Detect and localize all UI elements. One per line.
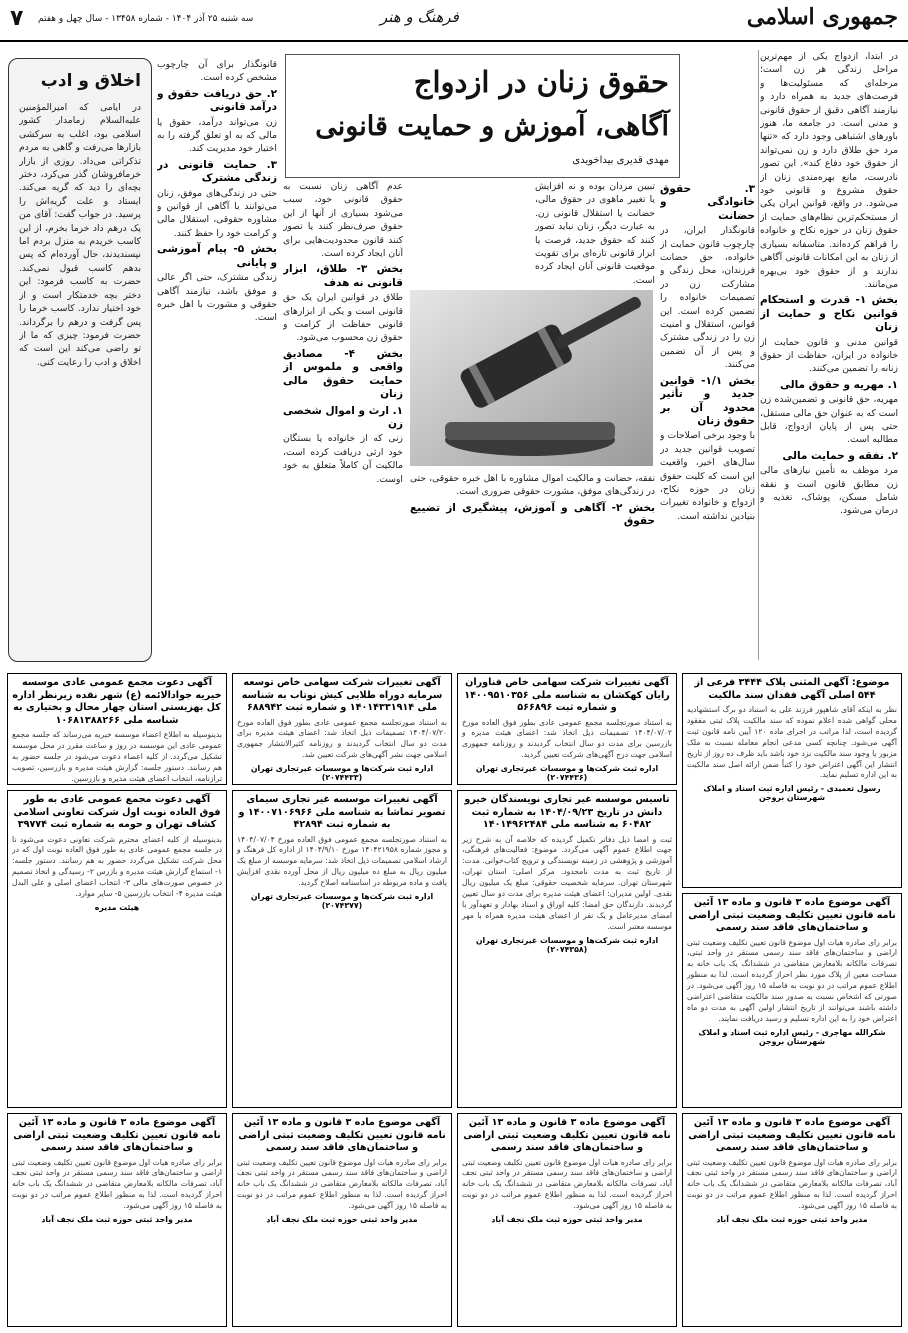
article-heading [285,54,680,178]
paragraph: با وجود برخی اصلاحات و تصویب قوانین جدید در سال‌های اخیر، واقعیت این است که کلیت حقوق زنان در حوزه نکاح، ازدواج و خانواده تغییرات بنیادین نداشته است. [660,430,755,522]
subheading: ۱. ارث و اموال شخصی زن [283,404,403,430]
column-divider [758,50,759,660]
ad-land-registration [682,1113,902,1327]
ad-title: آگهی دعوت مجمع عمومی عادی به طور فوق العاده نوبت اول شرکت تعاونی اسلامی کشاف تهران و حومه به شماره ثبت ۳۹۷۷۴ [13,794,221,830]
ad-company-change [457,673,677,785]
paragraph: مرد موظف به تأمین نیازهای مالی زن مطابق قانون است و نفقه شامل مسکن، پوشاک، تغذیه و درمان می‌شود. [760,465,898,517]
ad-title: آگهی موضوع ماده ۳ قانون و ماده ۱۳ آئین نامه قانون تعیین تکلیف وضعیت ثبتی اراضی و ساختمان‌های فاقد سند رسمی [238,1117,446,1153]
paragraph: قانونگذار ایران، در چارچوب قانون حمایت از خانواده، حق حضانت فرزندان، محل زندگی و مشارکت زن در تصمیمات خانواده را تضمین کرده است. این قوانین، استقلال و امنیت زن را در زندگی مشترک و پس از آن تضمین می‌کنند. [660,225,755,371]
ad-body: برابر رای صادره هیات اول موضوع قانون تعیین تکلیف وضعیت ثبتی اراضی و ساختمان‌های فاقد سند رسمی مستقر در واحد ثبتی نجف آباد، تصرفات مالکانه بلامعارض متقاضی در ششدانگ یک باب خانه احراز گردیده است. لذا به منظور اطلاع عموم مراتب در دو نوبت به فاصله ۱۵ روز آگهی می‌شود. [687,1157,897,1211]
paragraph: قانونگذار برای آن چارچوب مشخص کرده است. [157,59,277,84]
article-title-line-2: آگاهی، آموزش و حمایت قانونی [315,111,669,142]
article-column-1 [760,50,898,660]
dateline: سه شنبه ۲۵ آذر ۱۴۰۴ - شماره ۱۳۴۵۸ - سال چهل و هفتم [38,14,254,24]
subheading: بخش ۴- مصادیق واقعی و ملموس از حمایت حقوق مالی زنان [283,347,403,401]
gavel-photo [410,290,653,466]
ad-title: آگهی موضوع ماده ۳ قانون و ماده ۱۳ آئین نامه قانون تعیین تکلیف وضعیت ثبتی اراضی و ساختمان‌های فاقد سند رسمی [13,1117,221,1153]
ethics-body: در ایامی که امیرالمؤمنین علیه‌السلام زمامدار کشور اسلامی بود، اغلب به سرکشی بازارها می‌رفت و گاهی به مردم تذکراتی می‌داد. روزی از بازار خرمافروشان گذر می‌کرد، دختر بچه‌ای را دید که گریه می‌کند. ایستاد و علت گریه‌اش را پرسید. در جواب گفت: آقای من یک درهم داد خرما بخرم، از این کاسب خریدم به منزل بردم اما نپسندیدند، حال آورده‌ام که پس بدهم کاسب قبول نمی‌کند. حضرت به کاسب فرمود: این دختر بچه خدمتکار است و از خود اختیار ندارد. کاسب خرما را پس گرفت و درهم را برگرداند. حضرت فرمود: چیزی که ما از تو راضی می‌کند این است که اخلاق و ادب را رعایت کنی. [19,102,141,368]
newspaper-logo: جمهوری اسلامی [746,4,898,30]
paragraph: نفقه، حضانت و مالکیت اموال مشاوره با اهل خبره حقوقی، حتی در زندگی‌های موفق، مشورت حقوقی ضروری است. [410,473,655,498]
subheading: ۲. نفقه و حمایت مالی [782,449,898,462]
subheading: بخش ۲- آگاهی و آموزش، پیشگیری از تضییع حقوق [410,501,655,528]
paragraph: زندگی مشترک، حتی اگر عالی و موفق باشد، نیازمند آگاهی حقوقی و مشورت با اهل خبره است. [157,272,277,324]
ad-land-registration [232,1113,452,1327]
ad-footer: رسول تعمیدی - رئیس اداره ثبت اسناد و املاک شهرستان بروجن [703,784,881,803]
ad-footer: اداره ثبت شرکت‌ها و موسسات غیرتجاری تهران (۲۰۷۴۴۳۳) [250,764,434,783]
page-header [0,0,908,42]
ad-body: برابر رای صادره هیات اول موضوع قانون تعیین تکلیف وضعیت ثبتی اراضی و ساختمان‌های فاقد سند رسمی مستقر در واحد ثبتی نجف آباد، تصرفات مالکانه بلامعارض متقاضی در ششدانگ یک باب خانه احراز گردیده است. لذا به منظور اطلاع عموم مراتب در دو نوبت به فاصله ۱۵ روز آگهی می‌شود. [237,1157,447,1211]
ethics-title: اخلاق و ادب [40,71,141,91]
subheading: ۳. حقوق خانوادگی و حضانت [660,183,755,222]
ad-body: به استناد صورتجلسه مجمع عمومی فوق العاده مورخ ۱۴۰۴/۰۷/۰۴ و مجوز شماره ۱۴۰۴۲۱۹۵۸ مورخ ۱۴۰۴/۹/۱۰ از اداره کل فرهنگ و ارشاد اسلامی تصمیمات ذیل اتخاذ شد: سرمایه موسسه از مبلغ یک میلیون ریال به مبلغ ده میلیون ریال از محل آورده نقدی افزایش یافت و ماده مربوطه در اساسنامه اصلاح گردید. [237,834,447,888]
ad-body: به استناد صورتجلسه مجمع عمومی عادی بطور فوق العاده مورخ ۱۴۰۴/۰۷/۰۲ تصمیمات ذیل اتخاذ شد: اعضای هیئت مدیره و بازرسین برای مدت دو سال انتخاب گردیدند و روزنامه جمهوری اسلامی جهت درج آگهی‌های شرکت تعیین گردید. [462,717,672,760]
ad-title: آگهی تغییرات شرکت سهامی خاص توسعه سرمایه دوراه طلایی کیش نوتاب به شناسه ملی ۱۴۰۱۴۳۳۱۹۱۴ و شماره ثبت ۶۸۸۹۴۲ [241,677,443,713]
ad-footer: اداره ثبت شرکت‌ها و موسسات غیرتجاری تهران (۲۰۷۴۳۷۷) [250,892,434,911]
paragraph: زن می‌تواند درآمد، حقوق یا مالی که به او تعلق گرفته را به اختیار خود مدیریت کند. [157,116,277,155]
ad-body: بدینوسیله به اطلاع اعضاء موسسه خیریه می‌رساند که جلسه مجمع عمومی عادی این موسسه در روز و ساعت مقرر در محل موسسه تشکیل می‌گردد. از کلیه اعضاء دعوت می‌شود در جلسه حضور به هم رسانند. دستور جلسه: گزارش هیئت مدیره و بازرسین، تصویب ترازنامه، انتخاب اعضای هیئت مدیره و بازرسین. [12,730,222,783]
paragraph: قوانین مدنی و قانون حمایت از خانواده در ایران، حفاظت از حقوق زنانه را تضمین می‌کنند. [760,336,898,375]
ad-footer: مدیر واحد ثبتی حوزه ثبت ملک نجف آباد [716,1215,868,1225]
article-author: مهدی قدیری بیداخویدی [572,155,669,166]
ad-body: برابر رای صادره هیات اول موضوع قانون تعیین تکلیف وضعیت ثبتی اراضی و ساختمان‌های فاقد سند رسمی مستقر در واحد ثبتی نجف آباد، تصرفات مالکانه بلامعارض متقاضی در ششدانگ یک باب خانه احراز گردیده است. لذا به منظور اطلاع عموم مراتب در دو نوبت به فاصله ۱۵ روز آگهی می‌شود. [12,1157,222,1211]
page-number: ۷ [10,6,24,31]
ad-land-registration [7,1113,227,1327]
ad-lost-deed [682,673,902,888]
ad-institute-change [232,790,452,1108]
subheading: ۳. حمایت قانونی در زندگی مشترک [157,158,277,185]
ad-cooperative-invitation [7,790,227,1108]
article-column-3 [535,180,655,285]
ad-title: تاسیس موسسه غیر تجاری نویسندگان خیرو دانش در تاریخ ۱۴۰۴/۰۹/۲۳ به شماره ثبت ۶۰۴۸۲ به شناسه ملی ۱۴۰۱۴۹۶۲۴۸۴ [464,794,670,830]
ad-title: آگهی موضوع ماده ۳ قانون و ماده ۱۳ آئین نامه قانون تعیین تکلیف وضعیت ثبتی اراضی و ساختمان‌های فاقد سند رسمی [463,1117,671,1153]
ad-title: آگهی موضوع ماده ۳ قانون و ماده ۱۳ آئین نامه قانون تعیین تکلیف وضعیت ثبتی اراضی و ساختمان‌های فاقد سند رسمی [688,897,896,933]
ad-title: آگهی دعوت مجمع عمومی عادی موسسه خیریه جوادالائمه (ع) شهر نقده زیرنظر اداره کل بهزیستی استان چهار محال و بختیاری به شناسه ملی ۱۰۶۸۱۳۸۸۲۶۶ [12,677,222,726]
paragraph: عدم آگاهی زنان نسبت به حقوق قانونی خود، سبب می‌شود بسیاری از آنها از این حقوق صرف‌نظر کنند یا تصور کنند قانون محدودیت‌هایی برای آنان ایجاد کرده است. [283,181,403,260]
ad-body: بدینوسیله از کلیه اعضای محترم شرکت تعاونی دعوت می‌شود تا در جلسه مجمع عمومی عادی به طور فوق العاده نوبت اول که در محل شرکت تشکیل می‌گردد حضور به هم رسانند. دستور جلسه: ۱- استماع گزارش هیئت مدیره و بازرس ۲- رسیدگی و اتخاذ تصمیم در خصوص صورت‌های مالی ۳- انتخاب اعضای اصلی و علی البدل هیئت مدیره ۴- انتخاب بازرسین ۵- سایر موارد. [12,834,222,899]
section-name: فرهنگ و هنر [380,8,459,26]
article-column-3-lower [410,472,655,660]
ad-land-registration [457,1113,677,1327]
ad-body: برابر رای صادره هیات اول موضوع قانون تعیین تکلیف وضعیت ثبتی اراضی و ساختمان‌های فاقد سند رسمی مستقر در واحد ثبتی، تصرفات مالکانه بلامعارض متقاضی در ششدانگ یک باب خانه به مساحت معین از پلاک مورد نظر احراز گردیده است. لذا به منظور اطلاع عموم مراتب در دو نوبت به فاصله ۱۵ روز آگهی می‌شود. در صورتی که اشخاص نسبت به صدور سند مالکیت متقاضی اعتراضی داشته باشند می‌توانند از تاریخ انتشار اولین آگهی به مدت دو ماه اعتراض خود را به این اداره تسلیم و رسید دریافت نمایند. [687,937,897,1023]
ethics-box [8,58,152,662]
subheading: ۲. حق دریافت حقوق و درآمد قانونی [157,87,277,114]
ad-footer: مدیر واحد ثبتی حوزه ثبت ملک نجف آباد [266,1215,418,1225]
subheading: بخش ۱- قدرت و استحکام قوانین نکاح و حمایت از زنان [760,294,898,334]
article-title-line-1: حقوق زنان در ازدواج [413,65,669,99]
subheading: ۱. مهریه و حقوق مالی [780,378,898,391]
article-column-2 [660,180,755,660]
ad-title: آگهی تغییرات شرکت سهامی خاص فناوران رایان کهکشان به شناسه ملی ۱۴۰۰۹۵۱۰۳۵۶ و شماره ثبت ۵۶۶۸۹۶ [464,677,670,713]
ad-footer: اداره ثبت شرکت‌ها و موسسات غیرتجاری تهران (۲۰۷۴۳۵۸) [475,935,659,954]
paragraph: حتی در زندگی‌های موفق، زنان می‌توانند با آگاهی از قوانین و مشاوره حقوقی، استقلال مالی و کرامت خود را حفظ کنند. [157,187,277,239]
gavel-icon [410,290,653,466]
ad-title: آگهی تغییرات موسسه غیر تجاری سیمای تصویر تماشا به شناسه ملی ۱۴۰۰۷۱۰۶۹۶۶ و به شماره ثبت ۴۲۸۹۴ [238,794,446,830]
paragraph: در ابتدا، ازدواج یکی از مهم‌ترین مراحل زندگی هر زن است؛ مرحله‌ای که مسئولیت‌ها و فرصت‌های جدید به همراه دارد و نیازمند آگاهی دقیق از حقوق قانونی و مدنی است. در جامعه ما، هنوز باورهای اشتباهی وجود دارد که «تنها مرد حق طلاق دارد و زن نمی‌تواند از حقوق خود دفاع کند». این تصور نادرست، مانع بهره‌مندی زنان از حقوق مشروع و قانونی خود می‌شود. در واقع، قوانین ایران یکی از مستحکم‌ترین نظام‌های حمایت از حقوق زنان در حوزه نکاح و خانواده را فراهم کرده‌اند. متاسفانه بسیاری از زنان به این امکانات قانونی آگاهی ندارند و از حقوق خود بی‌بهره می‌مانند. [760,51,898,290]
article-column-4 [283,180,403,660]
ad-body: برابر رای صادره هیات اول موضوع قانون تعیین تکلیف وضعیت ثبتی اراضی و ساختمان‌های فاقد سند رسمی مستقر در واحد ثبتی نجف آباد، تصرفات مالکانه بلامعارض متقاضی در ششدانگ یک باب خانه احراز گردیده است. لذا به منظور اطلاع عموم مراتب در دو نوبت به فاصله ۱۵ روز آگهی می‌شود. [462,1157,672,1211]
paragraph: طلاق در قوانین ایران یک حق قانونی است و یکی از ابزارهای قانونی حفاظت از کرامت و حقوق زن محسوب می‌شود. [283,292,403,344]
subheading: بخش ۳- طلاق، ابزار قانونی نه هدف [283,263,403,289]
ad-body: نظر به اینکه آقای شاهپور فرزند علی به استناد دو برگ استشهادیه محلی گواهی شده اعلام نموده که سند مالکیت پلاک ثبتی مفقود گردیده است، لذا مراتب در اجرای ماده ۱۲۰ آیین نامه قانون ثبت آگهی می‌شود. چنانچه کسی مدعی انجام معامله نسبت به ملک مزبور یا وجود سند مالکیت نزد خود باشد باید ظرف ده روز از تاریخ انتشار این آگهی اعتراض خود را کتباً ضمن ارائه اصل سند مالکیت به این اداره تسلیم نماید. [687,705,898,780]
ad-footer: اداره ثبت شرکت‌ها و موسسات غیرتجاری تهران (۲۰۷۴۴۳۶) [475,764,659,783]
ad-footer: مدیر واحد ثبتی حوزه ثبت ملک نجف آباد [491,1215,643,1225]
ad-body: به استناد صورتجلسه مجمع عمومی عادی بطور فوق العاده مورخ ۱۴۰۴/۰۷/۲۰ تصمیمات ذیل اتخاذ شد: اعضای هیئت مدیره برای مدت دو سال انتخاب گردیدند و روزنامه کثیرالانتشار جمهوری اسلامی جهت نشر آگهی‌های شرکت تعیین شد. [237,717,447,760]
article-column-5 [157,58,277,660]
ad-land-registration [682,893,902,1108]
paragraph: زنی که از خانواده یا بستگان خود ارثی دریافت کرده است، مالکیت آن کاملاً متعلق به خود اوست. [283,433,403,485]
subheading: بخش ۱/۱- قوانین جدید و تأثیر محدود آن بر حقوق زنان [660,374,755,427]
ad-footer: هیئت مدیره [94,902,140,912]
ad-footer: مدیر واحد ثبتی حوزه ثبت ملک نجف آباد [41,1215,193,1225]
subheading: بخش ۵- پیام آموزشی و پایانی [157,243,277,269]
ad-institute-founding [457,790,677,1108]
ad-body: ثبت و امضا ذیل دفاتر تکمیل گردیده که خلاصه آن به شرح زیر جهت اطلاع عموم آگهی می‌گردد. موضوع: فعالیت‌های فرهنگی، آموزشی و پژوهشی در زمینه نویسندگی و ترویج کتاب‌خوانی. مدت: از تاریخ ثبت به مدت نامحدود. مرکز اصلی: استان تهران، شهرستان تهران. سرمایه شخصیت حقوقی: مبلغ یک میلیون ریال نقدی. اولین مدیران: اعضای هیئت مدیره برای مدت دو سال تعیین گردیدند. دارندگان حق امضا: کلیه اوراق و اسناد بهادار و تعهدآور با امضای مدیرعامل و یک نفر از اعضای هیئت مدیره همراه با مهر موسسه معتبر است. [462,834,672,931]
paragraph: مهریه، حق قانونی و تضمین‌شده زن است که به عنوان حق مالی مستقل، حتی پس از پایان ازدواج، قابل مطالبه است. [760,394,898,446]
paragraph: تبیین مردان بوده و نه افزایش یا تغییر ماهوی در حقوق مالی، حضانت یا استقلال قانونی زن. به عبارت دیگر، زنان نباید تصور کنند که حقوق جدید، فرصت یا ابزار قانونی تازه‌ای برای تقویت موقعیت قانونی آنان ایجاد کرده است. [535,181,655,285]
ad-title: آگهی موضوع ماده ۳ قانون و ماده ۱۳ آئین نامه قانون تعیین تکلیف وضعیت ثبتی اراضی و ساختمان‌های فاقد سند رسمی [688,1117,896,1153]
ad-title: موضوع: آگهی المثنی پلاک ۳۴۴۴ فرعی از ۵۴۴ اصلی آگهی فقدان سند مالکیت [694,677,890,701]
ad-company-change [232,673,452,785]
ad-footer: شکرالله مهاجری - رئیس اداره ثبت اسناد و املاک شهرستان بروجن [698,1027,886,1046]
ad-assembly-invitation [7,673,227,785]
